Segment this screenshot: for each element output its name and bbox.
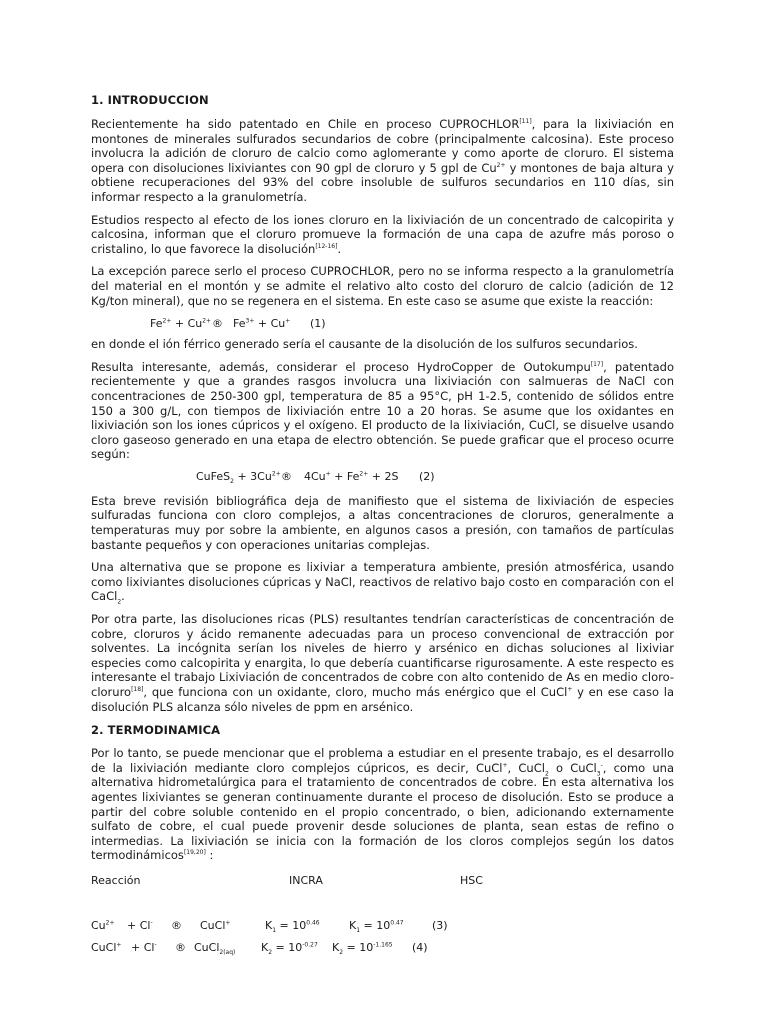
equation-1: [91, 317, 674, 331]
reactant: $Cu^{2+}$: [91, 918, 115, 932]
reactant: CuCl+: [91, 940, 122, 954]
incra-constant: $K_1 = 10^{0.46}$: [265, 918, 320, 935]
text: :: [205, 848, 214, 863]
reaction-arrow-symbol: ®: [212, 317, 223, 331]
column-header-incra: INCRA: [289, 873, 323, 887]
section-heading-termodinamica: 2. TERMODINAMICA: [91, 723, 221, 738]
text: , patentado recientemente y que a grandes rasgos involucra una lixiviación con salmueras de NaCl con concentraciones de 250-300 gpl, temperatura de 85 a 95°C, pH 1-2.5, contenido de sólidos entre 150 a 300 g/L, con tiempos de lixiviación entre 10 a 20 horas. Se asume que los oxidantes en lixiviación son los iones cúpricos y el oxígeno. El producto de la lixiviación, CuCl, se disuelve usando cloro gaseoso generado en una etapa de electro obtención. Se puede graficar que el proceso ocurre según:: [91, 359, 674, 462]
document-page: [91, 88, 674, 955]
equation-rhs: $Fe^{3+} + Cu^+$: [233, 317, 291, 331]
equation-number: (2): [419, 469, 435, 483]
superscript: 2+: [496, 161, 506, 169]
superscript: +: [567, 686, 573, 694]
equation-rhs: $4Cu^+ + Fe^{2+} + 2S$: [304, 469, 399, 483]
paragraph-cuprochlor-exception: La excepción parece serlo el proceso CUPROCHLOR, pero no se informa respecto a la granulometría del material en el montón y se admite el relativo alto costo del cloruro de calcio (adición de 12 Kg/ton mineral), que no se regenera en el sistema. En este caso se asume que existe la reacción:: [91, 264, 674, 308]
paragraph-ferric-ion: en donde el ión férrico generado sería el causante de la disolución de los sulfuros secundarios.: [91, 337, 638, 352]
column-header-reaccion: Reacción: [91, 873, 141, 887]
text: , para la lixiviación en montones de minerales sulfurados secundarios de cobre (principalmente calcosina). Este proceso involucra la adición de cloruro de calcio como aglomerante y como aporte de cloruro. El sistema opera con disoluciones lixiviantes con 90 gpl de cloruro y 5 gpl de Cu: [91, 117, 674, 175]
superscript: +: [502, 761, 508, 769]
reaction-table-header: [91, 874, 674, 888]
reaction-arrow-symbol: ®: [171, 918, 182, 932]
hsc-constant: $K_1 = 10^{0.47}$: [349, 918, 404, 935]
reaction-row-4: [91, 941, 674, 955]
text: , CuCl: [507, 760, 545, 775]
section-heading-introduccion: 1. INTRODUCCION: [91, 93, 209, 107]
subscript: 3: [596, 770, 601, 778]
reaction-arrow-symbol: ®: [281, 469, 292, 483]
reaction-row-3: [91, 919, 674, 933]
text: Resulta interesante, además, considerar el proceso HydroCopper de Outokumpu: [91, 359, 591, 374]
paragraph-cuprochlor-patent: [91, 117, 674, 205]
equation-number: (1): [310, 317, 326, 331]
product: CuCl$_{2(aq)}$: [194, 940, 236, 957]
citation: [11]: [519, 118, 532, 126]
equation-lhs: CuFeS$_2$ + $3Cu^{2+}$: [196, 469, 281, 486]
paragraph-hydrocopper: [91, 360, 674, 462]
equation-number: (4): [412, 940, 428, 954]
text: Recientemente ha sido patentado en Chile en proceso CUPROCHLOR: [91, 117, 520, 131]
citation: [18]: [131, 686, 144, 694]
text: y en ese caso la disolución PLS alcanza sólo niveles de ppm en arsénico.: [91, 685, 674, 714]
equation-2: [91, 470, 674, 484]
subscript: 2: [117, 598, 122, 606]
text: Por otra parte, las disoluciones ricas (PLS) resultantes tendrían características de concentración de cobre, cloruros y ácido remanente adecuadas para un proceso convencional de extracción por solventes. La incógnita serían los niveles de hierro y arsénico en dichas soluciones al lixiviar especies como calcopirita y enargita, lo que debería cuantificarse rigurosamente. A este respecto es interesante el trabajo Lixiviación de concentrados de cobre con alto contenido de As en medio cloro-cloruro: [91, 612, 674, 699]
text: o CuCl: [548, 760, 597, 775]
reactant: + Cl-: [127, 918, 153, 932]
text: y montones de baja altura y obtiene recuperaciones del 93% del cobre insoluble de sulfuros secundarios en 110 días, sin informar respecto a la granulometría.: [91, 160, 674, 204]
citation: [17]: [590, 360, 604, 368]
incra-constant: $K_2 = 10^{-0.27}$: [261, 940, 318, 957]
equation-number: (3): [432, 918, 448, 932]
paragraph-alternative: [91, 560, 674, 604]
text: , que funciona con un oxidante, cloro, mucho más enérgico que el CuCl: [143, 685, 568, 699]
text: .: [337, 241, 342, 256]
paragraph-pls: [91, 612, 674, 714]
paragraph-review-summary: Esta breve revisión bibliográfica deja de manifiesto que el sistema de lixiviación de especies sulfuradas funciona con cloro complejos, a altas concentraciones de cloruros, generalmente a temperaturas muy por sobre la ambiente, en algunos casos a presión, con tamaños de partículas bastante pequeños y con operaciones unitarias complejas.: [91, 493, 674, 552]
text: Por lo tanto, se puede mencionar que el problema a estudiar en el presente trabajo, es el desarrollo de la lixiviación mediante cloro complejos cúpricos, es decir, CuCl: [91, 746, 674, 775]
text: , como una alternativa hidrometalúrgica para el tratamiento de concentrados de cobre. En esta alternativa los agentes lixiviantes se generan continuamente durante el proceso de disolución. Esto se produce a partir del cobre soluble contenido en el propio concentrado, o bien, adicionando externamente sulfato de cobre, el cual puede provenir desde soluciones de planta, sean estas de refino o intermedias. La lixiviación se inicia con la formación de los cloros complejos según los datos termodinámicos: [91, 760, 675, 863]
text: Estudios respecto al efecto de los iones cloruro en la lixiviación de un concentrado de calcopirita y calcosina, informan que el cloruro promueve la formación de una capa de azufre más poroso o cristalino, lo que favorece la disolución: [91, 212, 674, 256]
paragraph-thermo-intro: [91, 746, 674, 863]
equation-lhs: $Fe^{2+} + Cu^{2+}$: [150, 317, 212, 331]
text: .: [121, 589, 125, 604]
product: CuCl+: [200, 918, 231, 932]
citation: [12-16]: [315, 242, 338, 250]
citation: [19,20]: [183, 849, 206, 857]
hsc-constant: $K_2 = 10^{-1.165}$: [332, 940, 393, 957]
reaction-arrow-symbol: ®: [175, 940, 186, 954]
reactant: + Cl-: [131, 940, 157, 954]
paragraph-chloride-effect: [91, 213, 674, 257]
column-header-hsc: HSC: [460, 873, 483, 887]
text: Una alternativa que se propone es lixiviar a temperatura ambiente, presión atmosférica, usando como lixiviantes disoluciones cúpricas y NaCl, reactivos de relativo bajo costo en comparación con el CaCl: [91, 560, 674, 604]
subscript: 2: [544, 770, 549, 778]
superscript: -: [600, 761, 603, 769]
